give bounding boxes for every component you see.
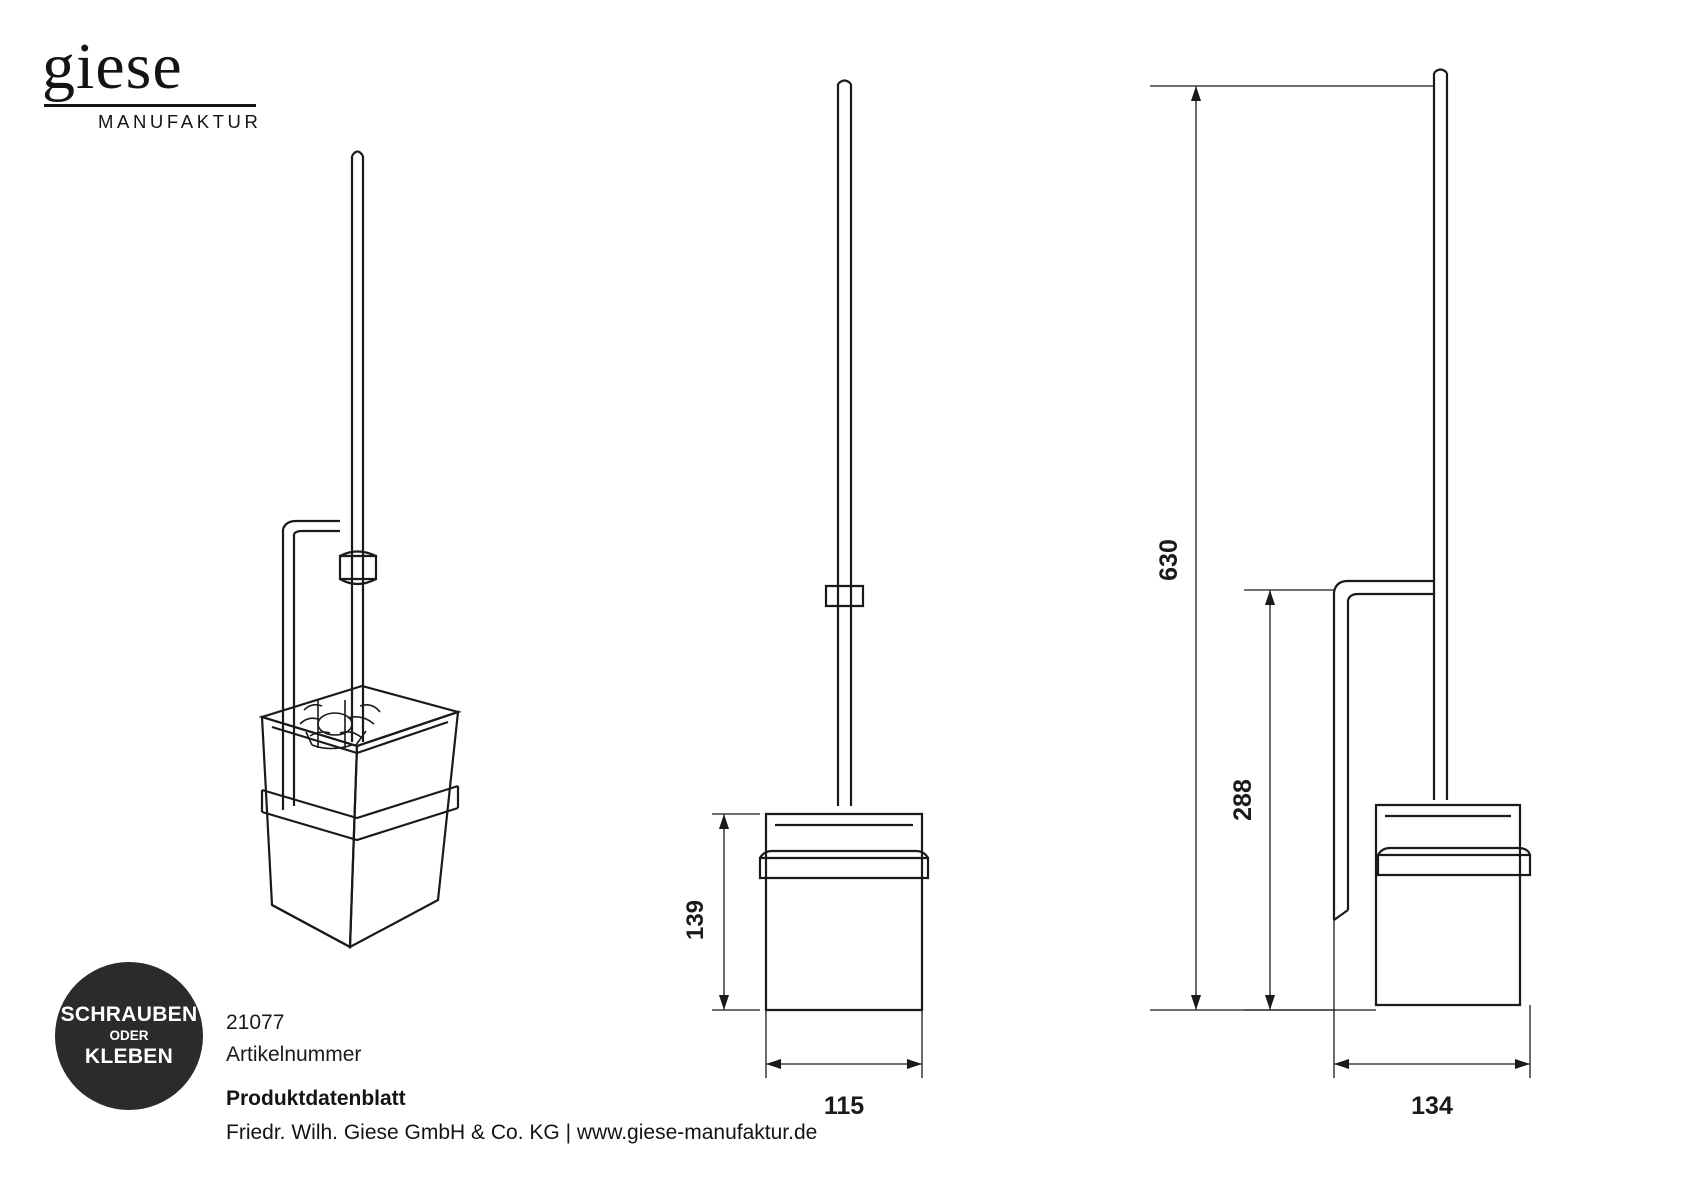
view-perspective (262, 152, 458, 948)
footer-block (226, 1008, 1126, 1150)
dim-label-288: 288 (1229, 779, 1257, 821)
logo-wordmark: giese (42, 30, 183, 103)
article-number-label: Artikelnummer (226, 1043, 362, 1066)
badge-line-3: KLEBEN (84, 1045, 174, 1069)
dim-height-139 (712, 814, 760, 1010)
dim-height-288 (1244, 590, 1334, 1010)
dim-width-134 (1334, 920, 1530, 1078)
view-front (712, 81, 928, 1079)
datasheet-label: Produktdatenblatt (226, 1087, 406, 1110)
company-line: Friedr. Wilh. Giese GmbH & Co. KG | www.giese-manufaktur.de (226, 1121, 818, 1144)
dim-height-630 (1150, 86, 1434, 1010)
mounting-badge (55, 962, 203, 1110)
dim-label-115: 115 (823, 1092, 865, 1120)
dim-label-139: 139 (682, 899, 709, 941)
dim-label-134: 134 (1411, 1092, 1453, 1120)
badge-line-2: ODER (109, 1027, 149, 1043)
view-side (1150, 70, 1530, 1079)
badge-line-1: SCHRAUBEN (60, 1002, 198, 1026)
article-number: 21077 (226, 1011, 285, 1034)
logo-subtitle: MANUFAKTUR (98, 111, 262, 132)
dim-label-630: 630 (1155, 539, 1183, 581)
